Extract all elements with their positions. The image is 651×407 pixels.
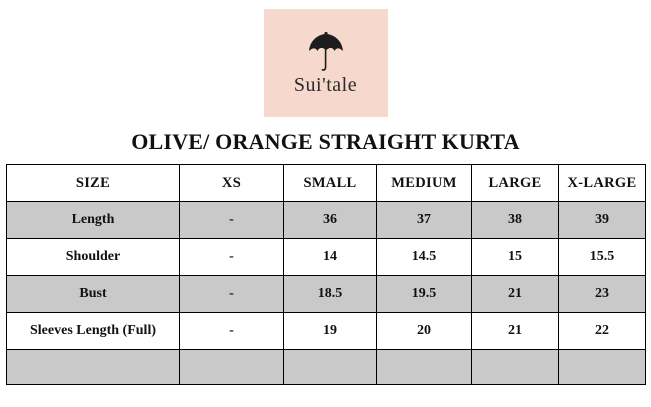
column-header-xs: XS (180, 165, 284, 202)
page-title: OLIVE/ ORANGE STRAIGHT KURTA (131, 129, 520, 154)
cell-bust-large: 21 (472, 276, 559, 313)
cell-bust-small: 18.5 (284, 276, 377, 313)
logo-container (0, 0, 651, 117)
cell-empty-xlarge (559, 350, 646, 385)
cell-empty-medium (377, 350, 472, 385)
cell-bust-xlarge: 23 (559, 276, 646, 313)
column-header-xlarge: X-LARGE (559, 165, 646, 202)
table-row (7, 202, 646, 239)
cell-empty-xs (180, 350, 284, 385)
cell-sleeves-small: 19 (284, 313, 377, 350)
table-row (7, 239, 646, 276)
column-header-large: LARGE (472, 165, 559, 202)
column-header-size: SIZE (7, 165, 180, 202)
cell-shoulder-small: 14 (284, 239, 377, 276)
column-header-small: SMALL (284, 165, 377, 202)
row-label-length: Length (7, 202, 180, 239)
table-row (7, 313, 646, 350)
cell-shoulder-xs: - (180, 239, 284, 276)
brand-logo (264, 9, 388, 117)
size-table-container (0, 164, 651, 385)
cell-shoulder-xlarge: 15.5 (559, 239, 646, 276)
cell-bust-medium: 19.5 (377, 276, 472, 313)
table-header-row (7, 165, 646, 202)
cell-empty-large (472, 350, 559, 385)
cell-length-xs: - (180, 202, 284, 239)
row-label-bust: Bust (7, 276, 180, 313)
cell-sleeves-xlarge: 22 (559, 313, 646, 350)
table-header (7, 165, 646, 202)
cell-bust-xs: - (180, 276, 284, 313)
table-row (7, 350, 646, 385)
size-chart-table (6, 164, 646, 385)
cell-sleeves-medium: 20 (377, 313, 472, 350)
row-label-shoulder: Shoulder (7, 239, 180, 276)
table-row (7, 276, 646, 313)
cell-length-large: 38 (472, 202, 559, 239)
umbrella-icon (303, 31, 349, 73)
column-header-medium: MEDIUM (377, 165, 472, 202)
cell-sleeves-large: 21 (472, 313, 559, 350)
cell-shoulder-large: 15 (472, 239, 559, 276)
row-label-sleeves-length: Sleeves Length (Full) (7, 313, 180, 350)
cell-length-xlarge: 39 (559, 202, 646, 239)
cell-empty-small (284, 350, 377, 385)
row-label-empty (7, 350, 180, 385)
cell-length-medium: 37 (377, 202, 472, 239)
table-body (7, 202, 646, 385)
cell-sleeves-xs: - (180, 313, 284, 350)
cell-shoulder-medium: 14.5 (377, 239, 472, 276)
cell-length-small: 36 (284, 202, 377, 239)
brand-name: Sui'tale (293, 74, 358, 96)
